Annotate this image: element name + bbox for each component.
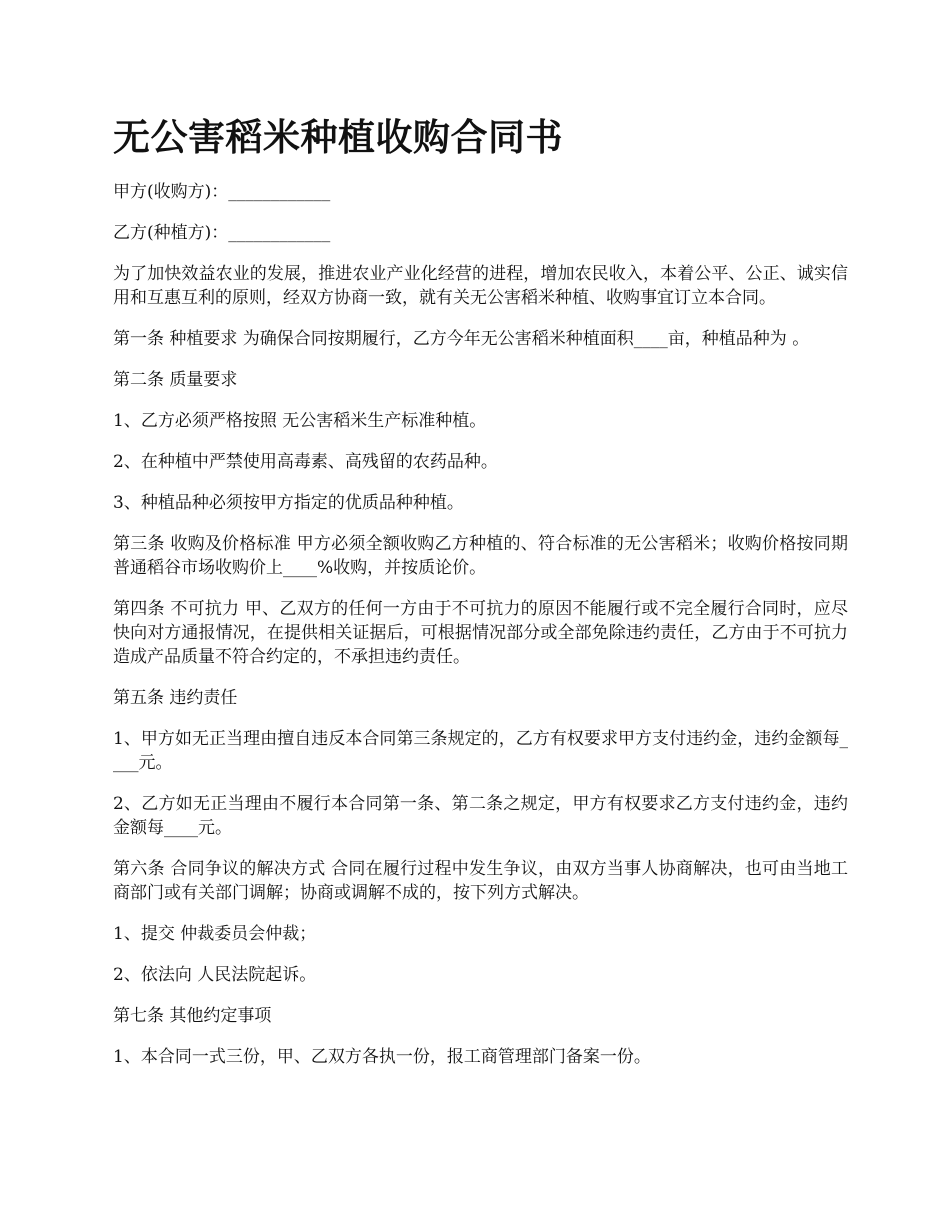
article-7-item-1: 1、本合同一式三份，甲、乙双方各执一份，报工商管理部门备案一份。 — [113, 1047, 651, 1067]
article-6-item-2: 2、依法向 人民法院起诉。 — [113, 965, 317, 985]
party-b-line: 乙方(种植方)：____________ — [113, 223, 331, 243]
article-2-heading: 第二条 质量要求 — [113, 370, 238, 390]
article-2-item-1: 1、乙方必须严格按照 无公害稻米生产标准种植。 — [113, 411, 487, 431]
article-2-item-3: 3、种植品种必须按甲方指定的优质品种种植。 — [113, 493, 464, 513]
article-5-item-2: 2、乙方如无正当理由不履行本合同第一条、第二条之规定，甲方有权要求乙方支付违约金，违约金额每____元。 — [113, 794, 848, 838]
article-1-planting-requirements: 第一条 种植要求 为确保合同按期履行，乙方今年无公害稻米种植面积____亩，种植品种为 。 — [113, 329, 810, 349]
article-5-item-1: 1、甲方如无正当理由擅自违反本合同第三条规定的，乙方有权要求甲方支付违约金，违约金额每____元。 — [113, 729, 848, 773]
article-6-item-1: 1、提交 仲裁委员会仲裁； — [113, 924, 317, 944]
article-3-purchase-price: 第三条 收购及价格标准 甲方必须全额收购乙方种植的、符合标准的无公害稻米；收购价格按同期普通稻谷市场收购价上____%收购，并按质论价。 — [113, 534, 848, 578]
article-4-force-majeure: 第四条 不可抗力 甲、乙双方的任何一方由于不可抗力的原因不能履行或不完全履行合同时，应尽快向对方通报情况，在提供相关证据后，可根据情况部分或全部免除违约责任，乙方由于不可抗力造成产品质量不符合约定的，不承担违约责任。 — [113, 599, 848, 667]
party-a-line: 甲方(收购方)：____________ — [113, 182, 331, 202]
preamble-paragraph: 为了加快效益农业的发展，推进农业产业化经营的进程，增加农民收入，本着公平、公正、诚实信用和互惠互利的原则，经双方协商一致，就有关无公害稻米种植、收购事宜订立本合同。 — [113, 264, 848, 308]
article-7-heading: 第七条 其他约定事项 — [113, 1006, 272, 1026]
article-6-dispute-resolution: 第六条 合同争议的解决方式 合同在履行过程中发生争议，由双方当事人协商解决，也可由当地工商部门或有关部门调解；协商或调解不成的，按下列方式解决。 — [113, 859, 848, 903]
document-title: 无公害稻米种植收购合同书 — [113, 115, 563, 159]
article-2-item-2: 2、在种植中严禁使用高毒素、高残留的农药品种。 — [113, 452, 498, 472]
document-body — [113, 180, 848, 1086]
article-5-heading: 第五条 违约责任 — [113, 688, 238, 708]
